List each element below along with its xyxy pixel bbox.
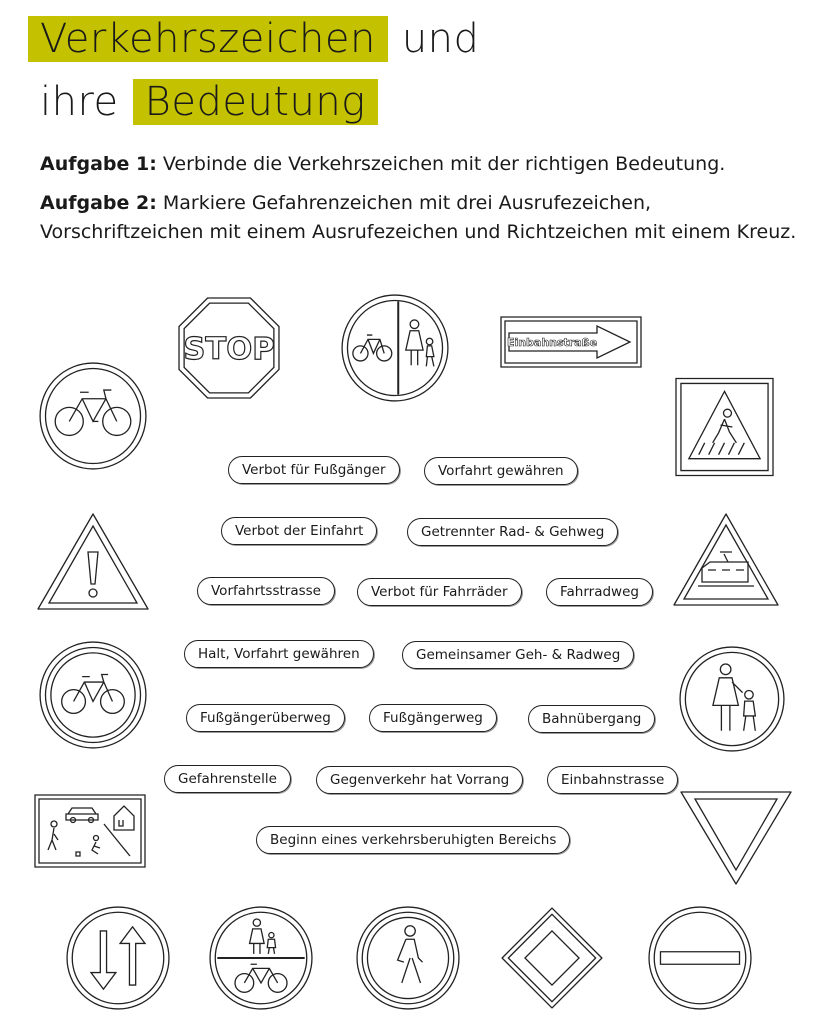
task-2-label: Aufgabe 2: xyxy=(40,192,157,214)
svg-text:STOP: STOP xyxy=(183,332,275,368)
oncoming-priority-sign-icon xyxy=(66,906,170,1010)
label-pill[interactable]: Vorfahrtsstrasse xyxy=(197,577,335,605)
task-1-label: Aufgabe 1: xyxy=(40,153,157,175)
yield-sign-icon xyxy=(679,790,793,886)
title-line-1 xyxy=(28,15,479,63)
stop-sign-icon xyxy=(178,297,280,399)
title-text-1: und xyxy=(401,16,480,62)
label-pill[interactable]: Gegenverkehr hat Vorrang xyxy=(316,766,523,794)
title-highlight-2: Bedeutung xyxy=(133,79,378,125)
pedestrian-crossing-sign-icon xyxy=(675,377,774,477)
label-pill[interactable]: Beginn eines verkehrsberuhigten Bereichs xyxy=(256,826,570,854)
task-1 xyxy=(40,150,800,179)
label-pill[interactable]: Verbot für Fahrräder xyxy=(357,578,522,606)
label-pill[interactable]: Gefahrenstelle xyxy=(164,765,291,793)
title-line-2 xyxy=(40,78,378,126)
label-pill[interactable]: Fußgängerüberweg xyxy=(186,704,345,732)
priority-road-sign-icon xyxy=(500,906,604,1010)
label-pill[interactable]: Vorfahrt gewähren xyxy=(424,457,578,485)
label-pill[interactable]: Verbot der Einfahrt xyxy=(221,517,377,545)
railway-crossing-sign-icon xyxy=(672,512,780,608)
label-pill[interactable]: Getrennter Rad- & Gehweg xyxy=(407,518,618,546)
task-2-text: Markiere Gefahrenzeichen mit drei Ausrufezeichen, Vorschriftzeichen mit einem Ausrufezeichen und Richtzeichen mit einem Kreuz. xyxy=(40,192,797,243)
label-pill[interactable]: Verbot für Fußgänger xyxy=(228,456,400,484)
separated-bike-walk-sign-icon xyxy=(341,294,449,402)
label-pill[interactable]: Fahrradweg xyxy=(546,578,653,606)
label-pill[interactable]: Einbahnstrasse xyxy=(547,766,678,794)
svg-text:Einbahnstraße: Einbahnstraße xyxy=(506,336,598,349)
task-1-text: Verbinde die Verkehrszeichen mit der richtigen Bedeutung. xyxy=(156,153,726,175)
traffic-calmed-area-sign-icon xyxy=(34,794,146,868)
label-pill[interactable]: Halt, Vorfahrt gewähren xyxy=(184,640,374,668)
task-2 xyxy=(40,189,800,247)
one-way-street-sign-icon xyxy=(500,316,642,368)
pedestrian-path-sign-icon xyxy=(679,646,785,752)
no-pedestrians-sign-icon xyxy=(356,906,460,1010)
danger-sign-icon xyxy=(36,512,150,612)
label-pill[interactable]: Gemeinsamer Geh- & Radweg xyxy=(402,641,634,669)
title-text-2: ihre xyxy=(40,79,119,125)
label-pill[interactable]: Fußgängerweg xyxy=(369,704,497,732)
bicycle-prohibited-sign-icon xyxy=(39,641,147,749)
shared-foot-bike-path-sign-icon xyxy=(209,906,313,1010)
bicycle-path-sign-icon xyxy=(39,362,147,470)
no-entry-sign-icon xyxy=(648,906,752,1010)
label-pill[interactable]: Bahnübergang xyxy=(528,705,655,733)
title-highlight-1: Verkehrszeichen xyxy=(28,16,388,62)
